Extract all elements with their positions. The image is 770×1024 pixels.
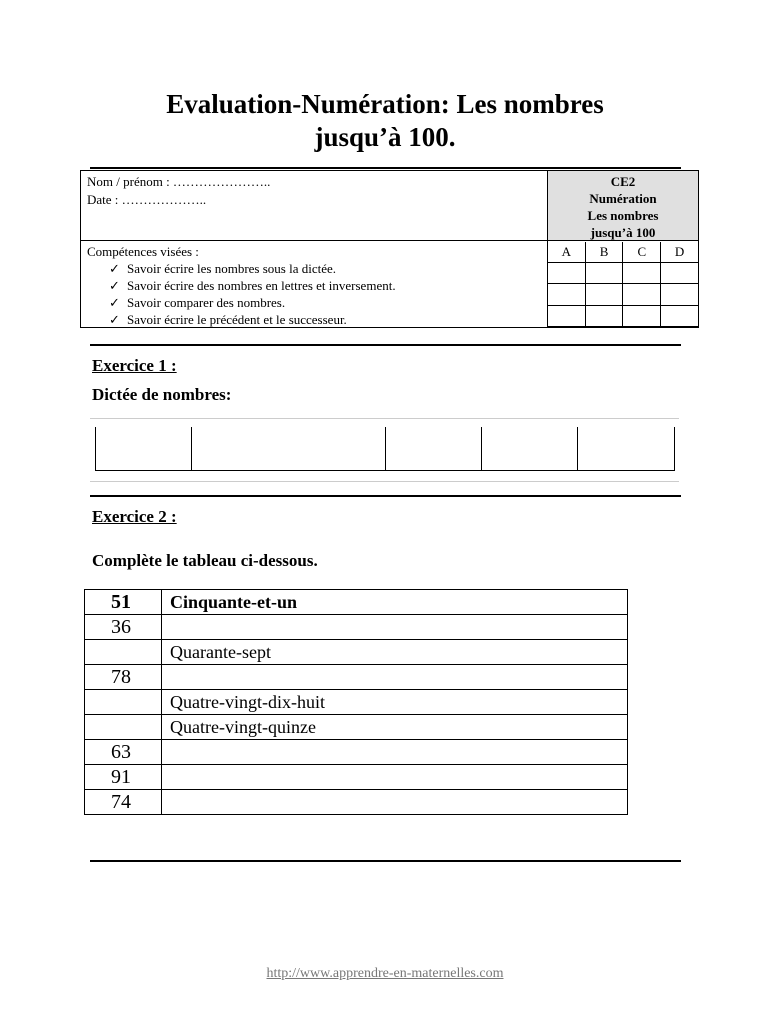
table-row xyxy=(85,640,628,665)
grade-cell[interactable] xyxy=(661,263,698,284)
grade-header-d: D xyxy=(661,242,698,263)
numbers-table xyxy=(84,589,628,815)
words-cell[interactable] xyxy=(162,665,628,690)
competence-item: ✓ Savoir comparer des nombres. xyxy=(109,295,286,310)
words-cell[interactable] xyxy=(162,790,628,815)
check-icon: ✓ xyxy=(109,312,120,327)
exercise-2-title: Exercice 2 : xyxy=(92,507,177,526)
grade-cell[interactable] xyxy=(548,284,585,305)
words-cell[interactable] xyxy=(162,615,628,640)
words-cell[interactable]: Quatre-vingt-dix-huit xyxy=(162,690,628,715)
grade-header-b: B xyxy=(585,242,623,263)
title-line-1: Evaluation-Numération: Les nombres xyxy=(166,89,604,119)
divider xyxy=(90,344,681,346)
grade-header-c: C xyxy=(623,242,661,263)
number-cell[interactable] xyxy=(85,715,162,740)
grade-cell[interactable] xyxy=(661,284,698,305)
exercise-2-instruction: Complète le tableau ci-dessous. xyxy=(92,551,318,570)
exercise-1-instruction: Dictée de nombres: xyxy=(92,385,232,404)
topic-label-1: Les nombres xyxy=(587,208,659,223)
table-row xyxy=(85,765,628,790)
name-field[interactable]: Nom / prénom : ………………….. xyxy=(87,174,271,189)
page-title xyxy=(0,88,770,154)
dictation-cell[interactable] xyxy=(482,427,578,470)
table-row xyxy=(85,665,628,690)
grade-cell[interactable] xyxy=(661,305,698,326)
level-label: CE2 xyxy=(610,174,636,189)
number-cell[interactable] xyxy=(85,640,162,665)
number-cell[interactable]: 51 xyxy=(85,590,162,615)
words-cell[interactable]: Quatre-vingt-quinze xyxy=(162,715,628,740)
dictation-cell[interactable] xyxy=(96,427,192,470)
grade-cell[interactable] xyxy=(623,305,661,326)
subject-label: Numération xyxy=(589,191,657,206)
check-icon: ✓ xyxy=(109,295,120,310)
competences-list xyxy=(87,260,541,328)
grade-cell[interactable] xyxy=(585,284,623,305)
number-cell[interactable]: 91 xyxy=(85,765,162,790)
words-cell[interactable]: Cinquante-et-un xyxy=(162,590,628,615)
info-box xyxy=(80,170,699,328)
table-row xyxy=(85,790,628,815)
grade-cell[interactable] xyxy=(548,263,585,284)
evaluation-header xyxy=(548,171,698,241)
number-cell[interactable]: 74 xyxy=(85,790,162,815)
table-row xyxy=(85,590,628,615)
number-cell[interactable]: 36 xyxy=(85,615,162,640)
competence-item: ✓ Savoir écrire le précédent et le successeur. xyxy=(109,312,347,327)
words-cell[interactable] xyxy=(162,765,628,790)
competences-section xyxy=(81,242,547,327)
competences-label: Compétences visées : xyxy=(87,244,199,259)
dictation-grid xyxy=(95,427,675,471)
table-row xyxy=(85,615,628,640)
dictation-cell[interactable] xyxy=(578,427,674,470)
words-cell[interactable]: Quarante-sept xyxy=(162,640,628,665)
student-info xyxy=(81,171,548,327)
competence-item: ✓ Savoir écrire les nombres sous la dictée. xyxy=(109,261,337,276)
divider xyxy=(90,495,681,497)
grade-header-a: A xyxy=(548,242,585,263)
words-cell[interactable] xyxy=(162,740,628,765)
topic-label-2: jusqu’à 100 xyxy=(590,225,656,240)
competence-item: ✓ Savoir écrire des nombres en lettres et inversement. xyxy=(109,278,396,293)
check-icon: ✓ xyxy=(109,261,120,276)
grade-cell[interactable] xyxy=(548,305,585,326)
number-cell[interactable]: 63 xyxy=(85,740,162,765)
grade-grid xyxy=(548,242,698,327)
identity-section xyxy=(81,171,547,241)
title-line-2: jusqu’à 100. xyxy=(314,122,456,152)
dictation-cell[interactable] xyxy=(386,427,482,470)
divider xyxy=(90,860,681,862)
grade-cell[interactable] xyxy=(623,284,661,305)
number-cell[interactable]: 78 xyxy=(85,665,162,690)
exercise-1-title: Exercice 1 : xyxy=(92,356,177,375)
divider xyxy=(90,167,681,169)
grade-cell[interactable] xyxy=(585,305,623,326)
dictation-cell[interactable] xyxy=(192,427,386,470)
check-icon: ✓ xyxy=(109,278,120,293)
grade-cell[interactable] xyxy=(585,263,623,284)
date-field[interactable]: Date : ……………….. xyxy=(87,192,207,207)
number-cell[interactable] xyxy=(85,690,162,715)
grading-box xyxy=(548,171,698,327)
table-row xyxy=(85,740,628,765)
table-row xyxy=(85,715,628,740)
grade-cell[interactable] xyxy=(623,263,661,284)
footer-link[interactable]: http://www.apprendre-en-maternelles.com xyxy=(266,966,504,981)
table-row xyxy=(85,690,628,715)
